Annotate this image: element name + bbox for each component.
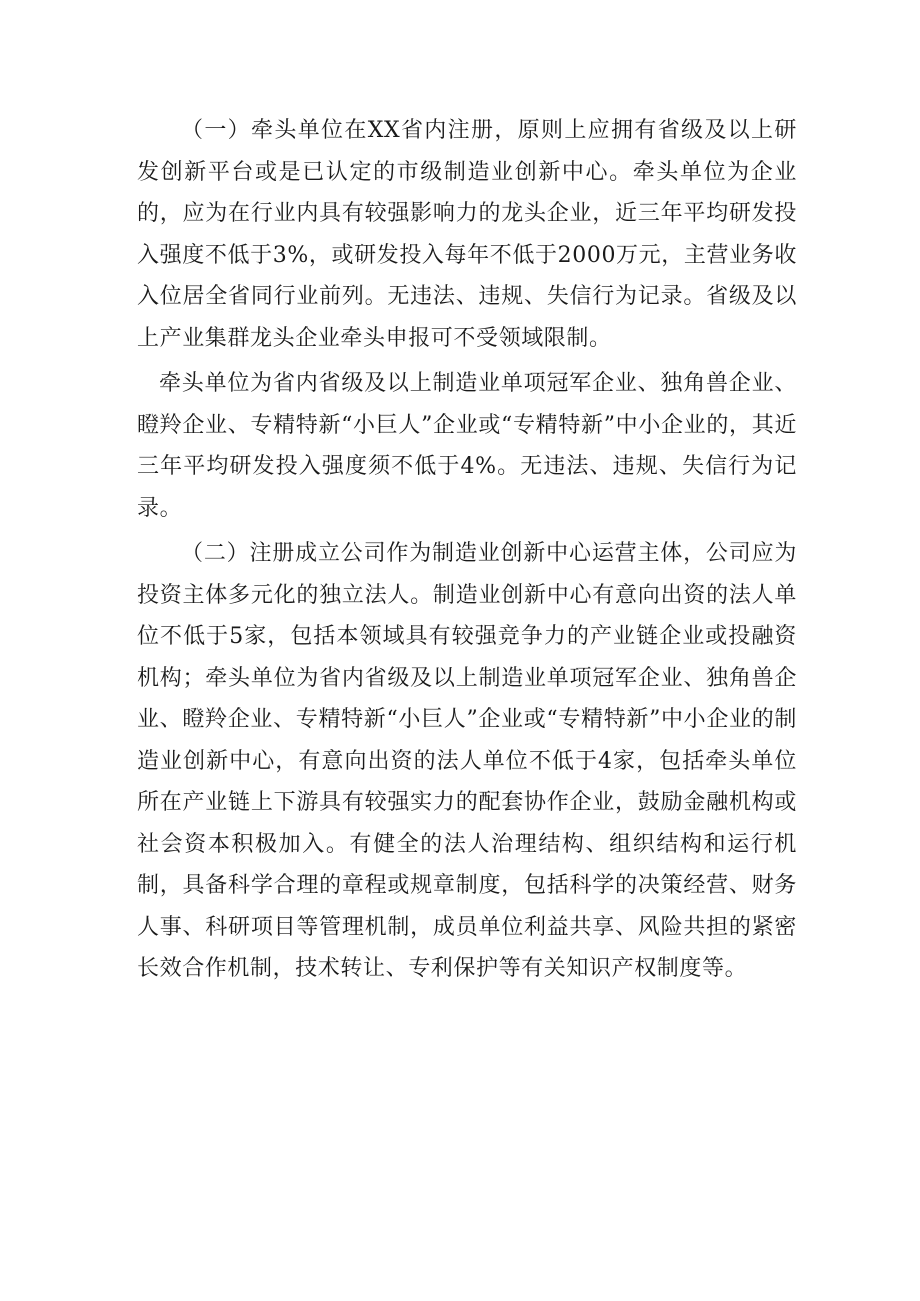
paragraph-1: （一）牵头单位在XX省内注册，原则上应拥有省级及以上研发创新平台或是已认定的市级制造业创新中心。牵头单位为企业的，应为在行业内具有较强影响力的龙头企业，近三年平均研发投入强度不低于3%，或研发投入每年不低于2000万元，主营业务收入位居全省同行业前列。无违法、违规、失信行为记录。省级及以上产业集群龙头企业牵头申报可不受领域限制。 <box>137 118 797 351</box>
document-body <box>137 110 797 990</box>
paragraph-2: 牵头单位为省内省级及以上制造业单项冠军企业、独角兽企业、瞪羚企业、专精特新“小巨人”企业或“专精特新”中小企业的，其近三年平均研发投入强度须不低于4%。无违法、违规、失信行为记录。 <box>137 371 797 521</box>
paragraph-3: （二）注册成立公司作为制造业创新中心运营主体，公司应为投资主体多元化的独立法人。制造业创新中心有意向出资的法人单位不低于5家，包括本领域具有较强竞争力的产业链企业或投融资机构；牵头单位为省内省级及以上制造业单项冠军企业、独角兽企业、瞪羚企业、专精特新“小巨人”企业或“专精特新”中小企业的制造业创新中心，有意向出资的法人单位不低于4家，包括牵头单位所在产业链上下游具有较强实力的配套协作企业，鼓励金融机构或社会资本积极加入。有健全的法人治理结构、组织结构和运行机制，具备科学合理的章程或规章制度，包括科学的决策经营、财务人事、科研项目等管理机制，成员单位利益共享、风险共担的紧密长效合作机制，技术转让、专利保护等有关知识产权制度等。 <box>137 541 797 981</box>
